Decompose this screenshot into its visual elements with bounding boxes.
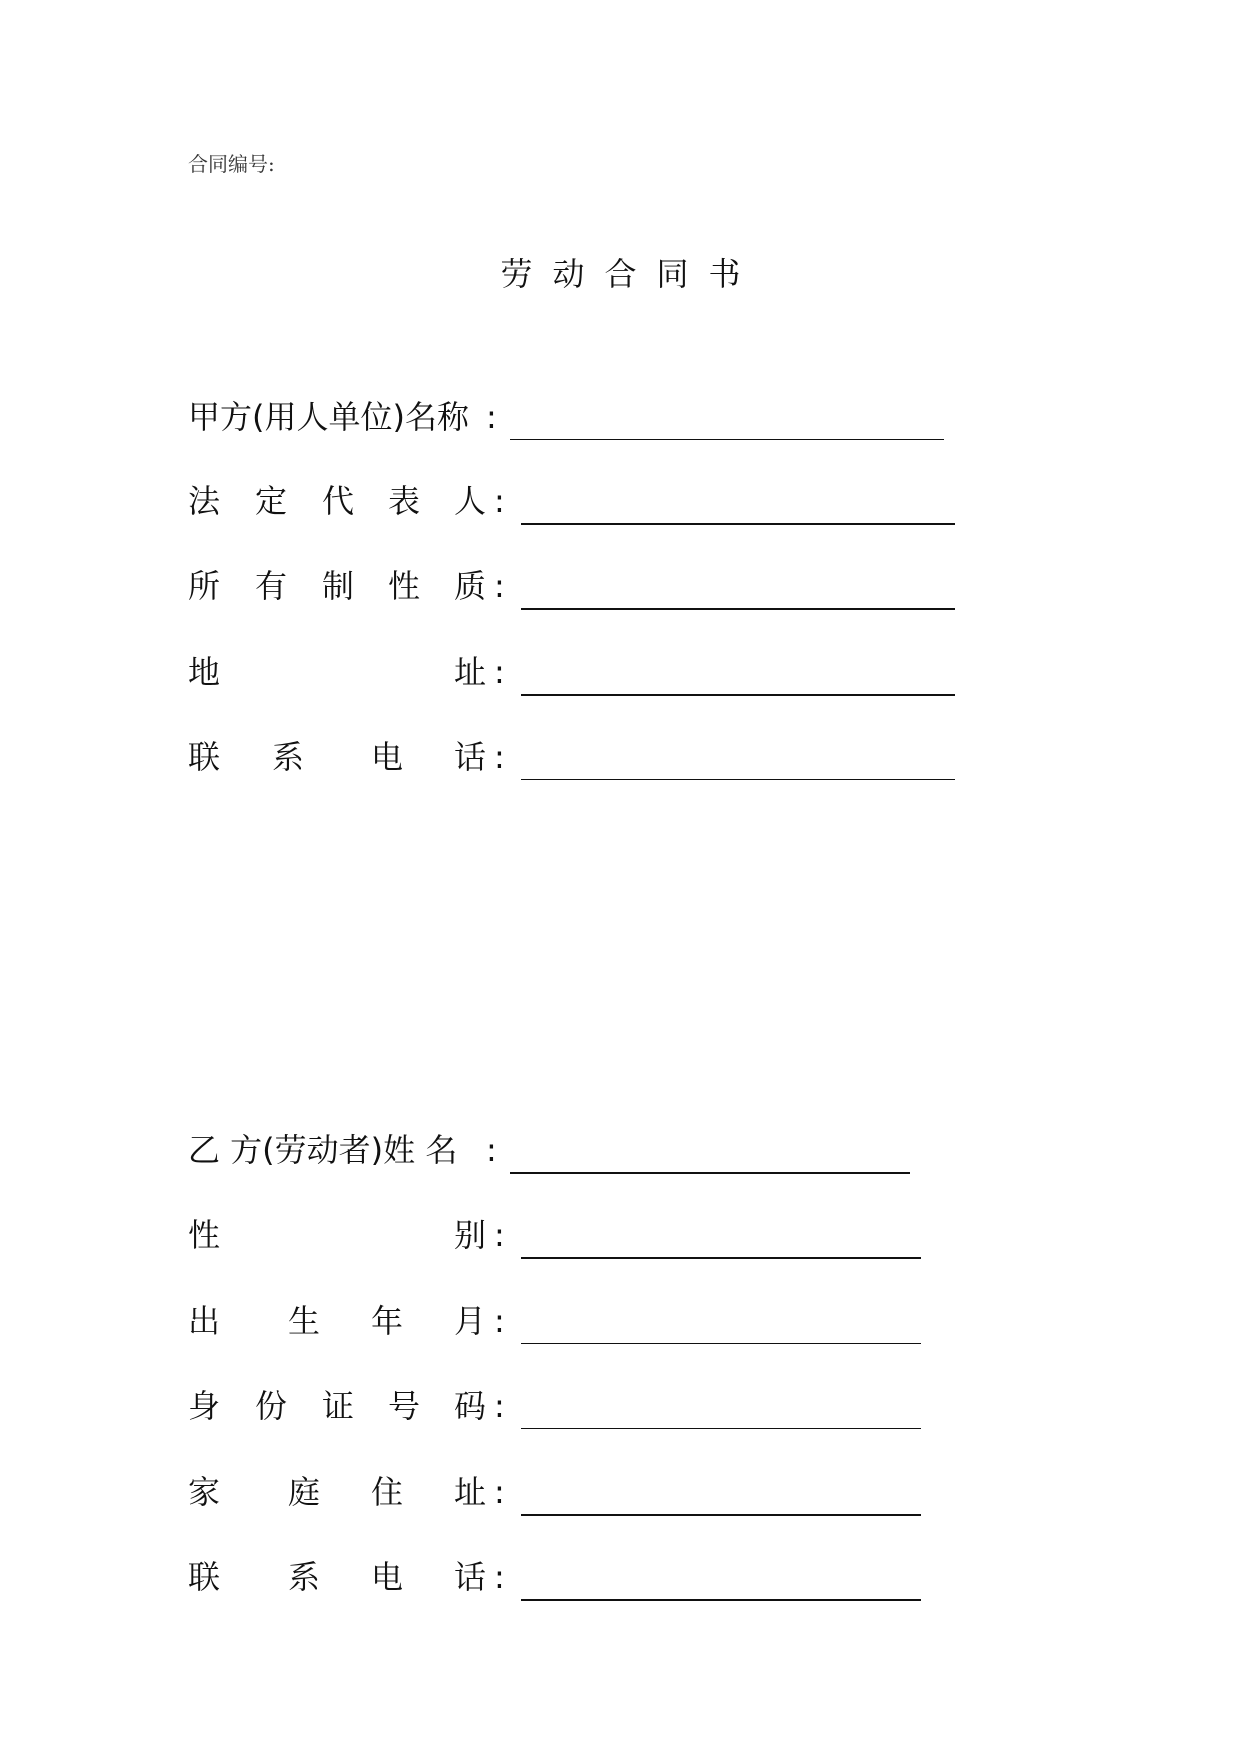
contract-number-label: 合同编号: (188, 152, 275, 176)
colon: : (494, 1302, 505, 1340)
colon: : (486, 398, 497, 436)
party-b-phone-field[interactable] (521, 1553, 921, 1601)
colon: : (494, 1216, 505, 1254)
party-a-phone-field[interactable] (521, 733, 955, 780)
colon: : (494, 567, 505, 605)
id-number-field[interactable] (521, 1382, 921, 1429)
colon: : (494, 653, 505, 691)
party-b-name-field[interactable] (510, 1126, 910, 1174)
party-a-name-label: 甲方(用人单位)名称 (188, 398, 469, 436)
party-a-name-field[interactable] (510, 393, 944, 440)
colon: : (494, 1473, 505, 1511)
ownership-type-field[interactable] (521, 562, 955, 610)
legal-representative-field[interactable] (521, 477, 955, 525)
colon: : (494, 482, 505, 520)
home-address-field[interactable] (521, 1468, 921, 1516)
document-title: 劳动合同书 (500, 255, 761, 293)
colon: : (494, 1558, 505, 1596)
birth-date-field[interactable] (521, 1297, 921, 1344)
colon: : (486, 1131, 497, 1169)
party-a-address-field[interactable] (521, 648, 955, 696)
gender-field[interactable] (521, 1211, 921, 1259)
colon: : (494, 1387, 505, 1425)
party-b-name-label: 乙 方(劳动者)姓 名 (188, 1131, 458, 1169)
colon: : (494, 738, 505, 776)
